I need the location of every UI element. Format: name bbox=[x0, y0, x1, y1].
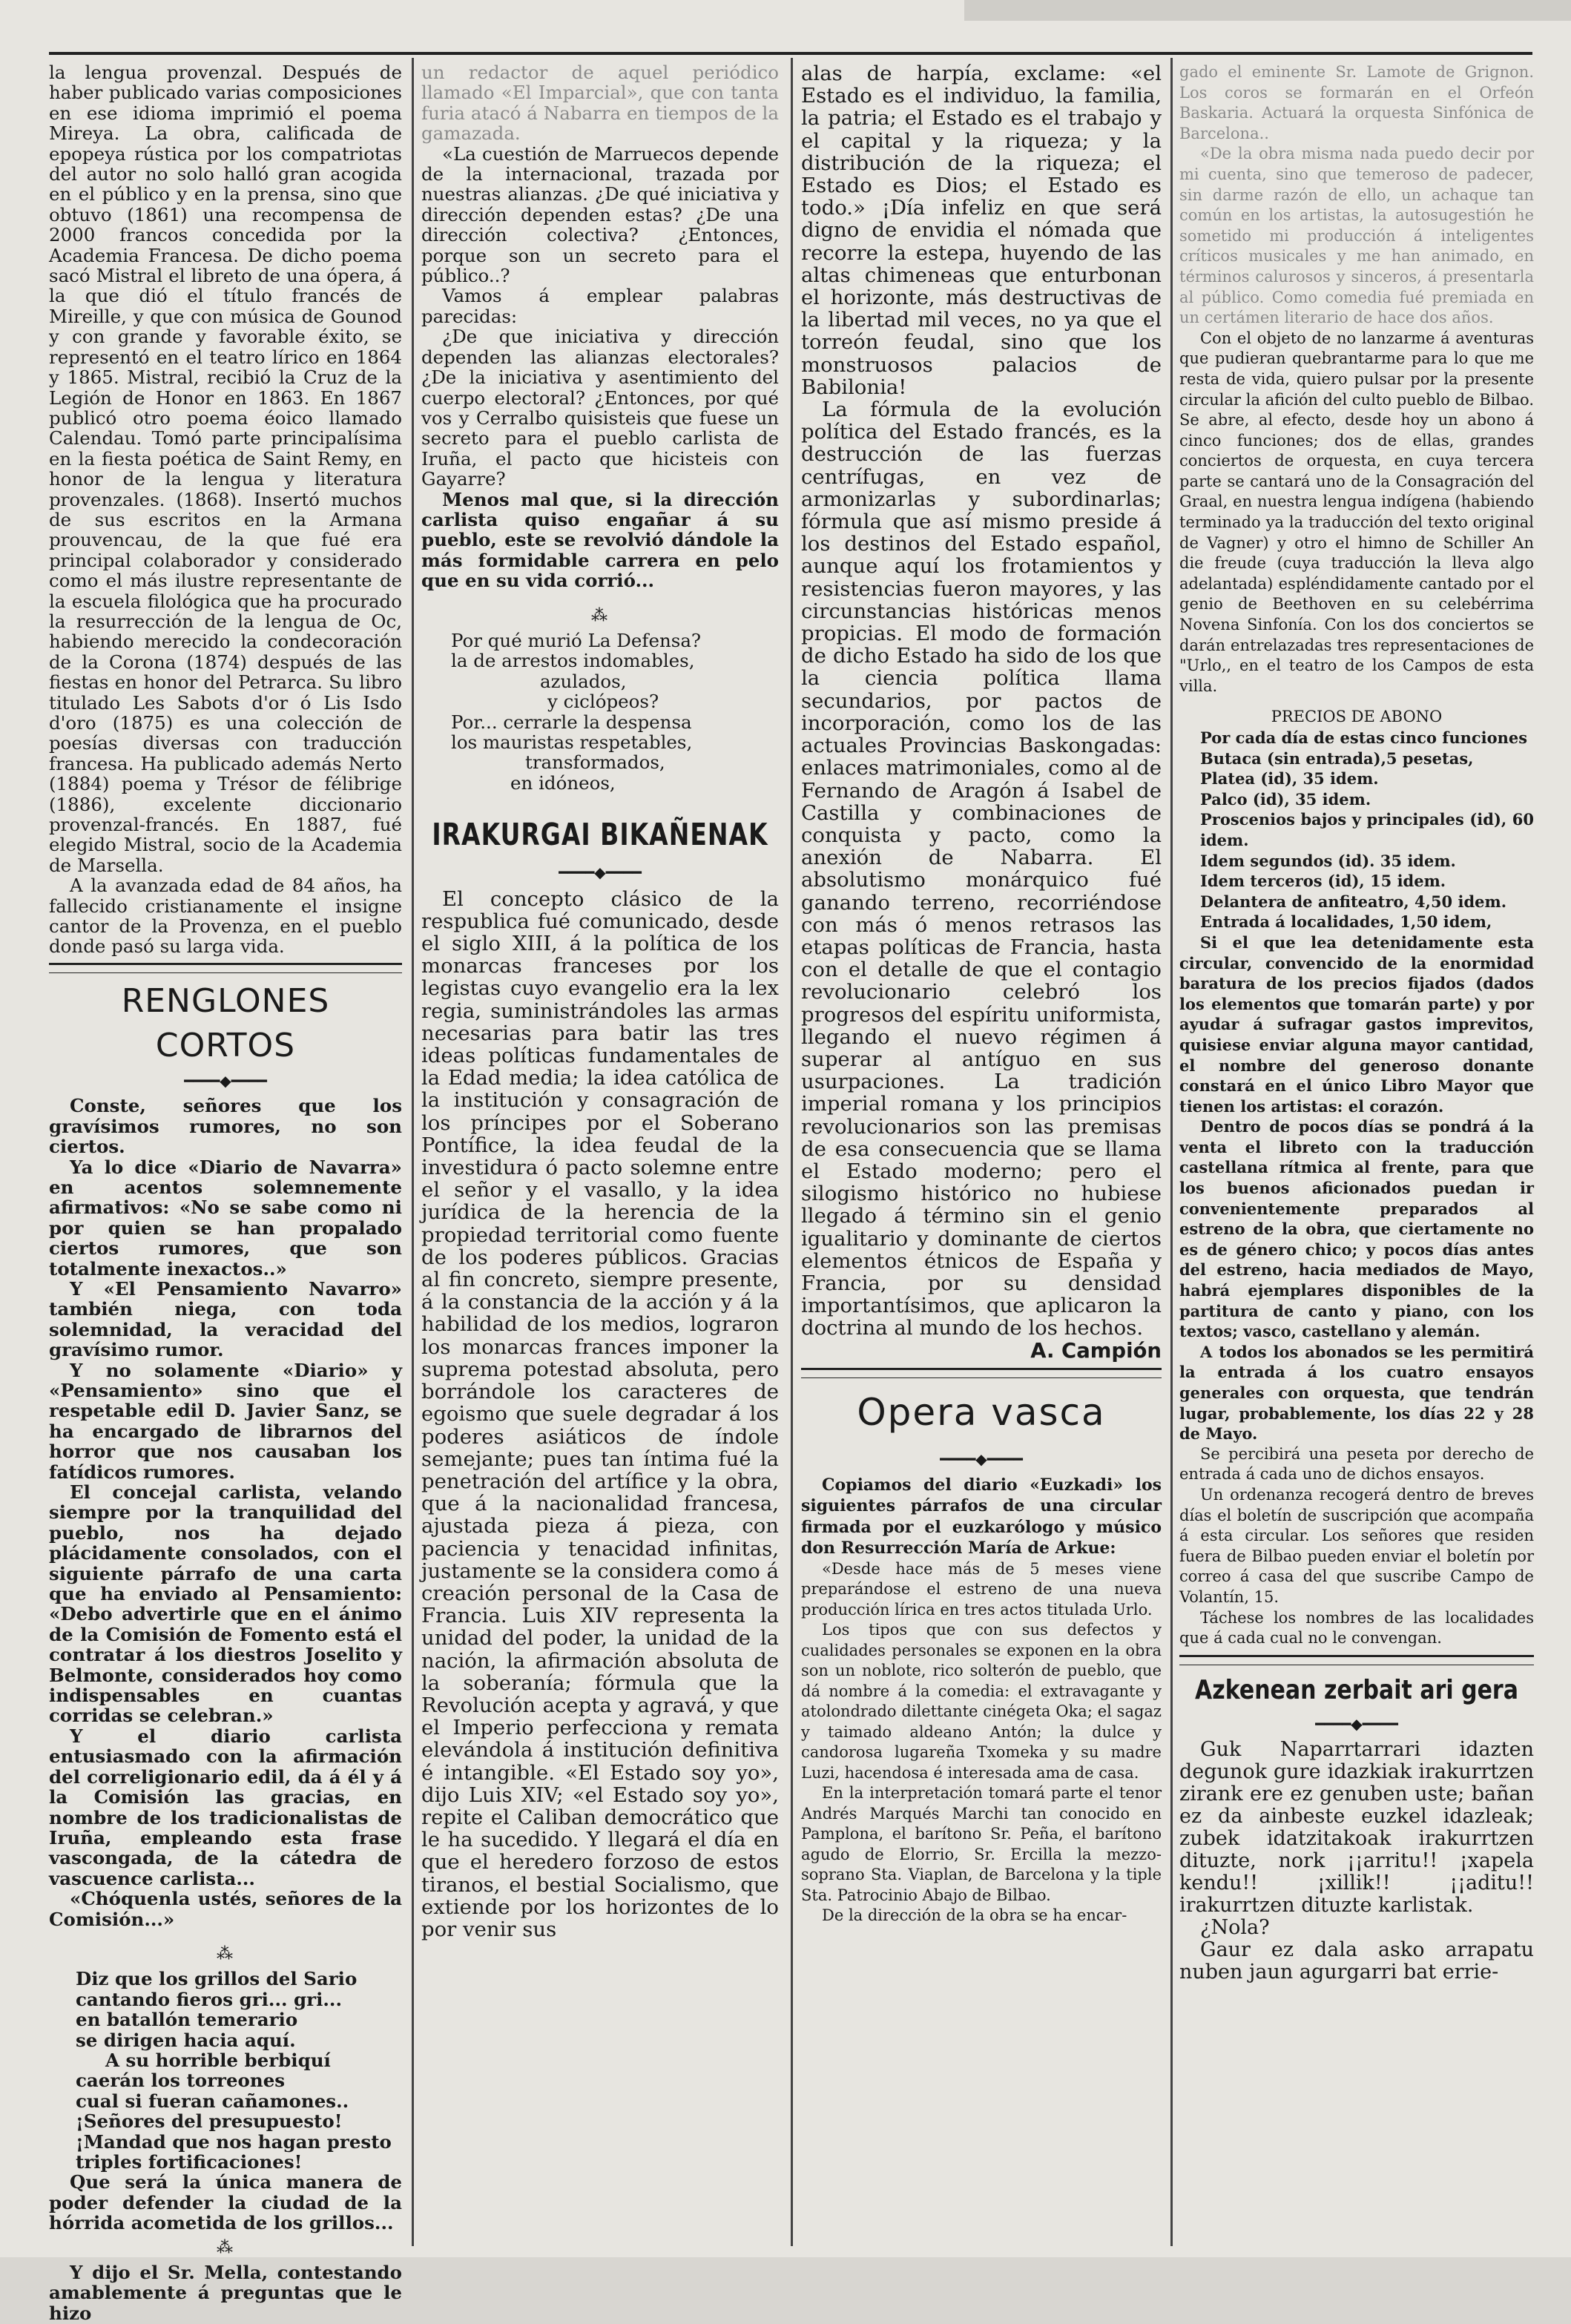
article-paragraph: Táchese los nombres de las localidades que á cada cual no le convengan. bbox=[1179, 1608, 1534, 1647]
verse-line: Diz que los grillos del Sario bbox=[76, 1968, 358, 1990]
article-paragraph: Y el diario carlista entusiasmado con la afirmación del correligionario edil, da á él y á la Comisión las gracias, en nombre de los tradicionalistas de Iruña, empleando esta frase vascongada, de la cátedra de vascuence carlista... bbox=[49, 1725, 402, 1889]
article-paragraph: un redactor de aquel periódico llamado «El Imparcial», que con tanta furia atacó á Nabarra en tiempos de la gamazada. bbox=[421, 62, 779, 145]
verse-line: se dirigen hacia aquí. bbox=[76, 2029, 296, 2051]
article-paragraph: El concejal carlista, velando siempre por la tranquilidad del pueblo, nos ha dejado plácidamente consolados, con el siguiente párrafo de una carta que ha enviado al Pensamiento: «Debo advertirle que en el ánimo de la Comisión de Fomento está el contratar á los diestros Joselito y Belmonte, considerados hoy como indispensables en cuantas corridas se celebran.» bbox=[49, 1481, 402, 1727]
article-paragraph: A la avanzada edad de 84 años, ha fallecido cristianamente el insigne cantor de la Provenza, en el pueblo donde pasó su larga vida. bbox=[49, 875, 402, 958]
ornament-divider bbox=[1179, 1655, 1534, 1665]
article-paragraph: ¿Nola? bbox=[1200, 1916, 1270, 1940]
verse-line: Por... cerrarle la despensa bbox=[451, 711, 692, 733]
title-flourish: ━━━━◆━━━━ bbox=[1315, 1714, 1398, 1733]
article-paragraph: «La cuestión de Marruecos depende de la internacional, trazada por nuestras alianzas. ¿De qué iniciativa y dirección dependen estas? ¿De una dirección colectiva? ¿Entonces, porque son un secreto para el público..? bbox=[421, 142, 779, 287]
article-paragraph: Menos mal que, si la dirección carlista quiso engañar á su pueblo, este se revolvió dándole la más formidable carrera en pelo que en su vida corrió... bbox=[421, 488, 779, 592]
verse-block bbox=[421, 631, 779, 793]
column-1 bbox=[49, 62, 402, 2324]
article-paragraph: «Desde hace más de 5 meses viene preparándose el estreno de una nueva producción lírica en tres actos titulada Urlo. bbox=[801, 1559, 1162, 1619]
article-paragraph: Guk Naparrtarrari idazten degunok gure idazkiak irakurrtzen zirank ere ez genuben uste; bañan ez da ainbeste euzkel idazleak; zubek idatzitakoak irakurrtzen dituzte, nork ¡¡arritu!! ¡xapela kendu!! ¡xillik!! ¡¡aditu!! irakurrtzen dituzte karlistak. bbox=[1179, 1738, 1534, 1918]
verse-block bbox=[49, 1969, 402, 2172]
verse-line: cual si fueran cañamones.. bbox=[76, 2090, 349, 2112]
article-paragraph: gado el eminente Sr. Lamote de Grignon. Los coros se formarán en el Orfeón Baskaria. Actuará la orquesta Sinfónica de Barcelona.. bbox=[1179, 63, 1534, 142]
verse-line: A su horrible berbiquí bbox=[105, 2049, 331, 2071]
ornament-divider bbox=[801, 1368, 1162, 1378]
article-paragraph: Y dijo el Sr. Mella, contestando amablemente á preguntas que le hizo bbox=[49, 2262, 402, 2324]
article-paragraph: Y no solamente «Diario» y «Pensamiento» sino que el respetable edil D. Javier Sanz, se ha encargado de librarnos del horror que nos causaban los fatídicos rumores. bbox=[49, 1359, 402, 1483]
article-paragraph: alas de harpía, exclame: «el Estado es el individuo, la familia, la patria; el Estado es el trabajo y el capital y la riqueza; y la distribución de la riqueza; el Estado es Dios; el Estado es todo.» ¡Día infeliz en que será digno de envidia el nómada que recorre la estepa, huyendo de las altas chimeneas que enturbonan el horizonte, más destructivas de la libertad mil veces, no ya que el torreón feudal, sino que los monstruosos palacios de Babilonia! bbox=[801, 62, 1162, 399]
prices-title: PRECIOS DE ABONO bbox=[1271, 708, 1443, 726]
price-line: Idem segundos (id). 35 idem. bbox=[1200, 851, 1456, 870]
article-paragraph: «De la obra misma nada puedo decir por mi cuenta, sino que temeroso de padecer, sin darme razón de ello, un achaque tan común en los artistas, la autosugestión he sometido mi producción á inteligentes críticos musicales y me han animado, en términos calurosos y sinceros, á presentarla al público. Como comedia fué premiada en un certámen literario de hace dos años. bbox=[1179, 145, 1534, 327]
asterism: ⁂ bbox=[217, 1944, 234, 1963]
price-line: Proscenios bajos y principales (id), 60 idem. bbox=[1200, 810, 1534, 849]
section-title-renglones: RENGLONES CORTOS bbox=[121, 981, 330, 1064]
ornament-divider bbox=[49, 963, 402, 973]
column-2 bbox=[421, 62, 779, 2251]
verse-line: en idóneos, bbox=[510, 771, 616, 794]
title-flourish: ━━━━◆━━━━ bbox=[940, 1449, 1023, 1468]
article-paragraph: Se percibirá una peseta por derecho de entrada á cada uno de dichos ensayos. bbox=[1179, 1444, 1534, 1484]
asterism: ⁂ bbox=[591, 606, 609, 625]
column-4 bbox=[1179, 62, 1534, 2251]
verse-line: ¡Señores del presupuesto! bbox=[76, 2110, 343, 2133]
article-paragraph: Vamos á emplear palabras parecidas: bbox=[421, 285, 779, 327]
verse-line: los mauristas respetables, bbox=[451, 731, 693, 753]
article-paragraph: la lengua provenzal. Después de haber publicado varias composiciones en ese idioma imprimió el poema Mireya. La obra, calificada de epopeya rústica por los compatriotas del autor no solo halló gran acogida en el público y en la prensa, sino que obtuvo (1861) una recompensa de 2000 francos concedida por la Academia Francesa. De dicho poema sacó Mistral el libreto de una ópera, á la que dió el título francés de Mireille, y que con música de Gounod y con grande y favorable éxito, se representó en el teatro lírico en 1864 y 1865. Mistral, recibió la Cruz de la Legión de Honor en 1863. En 1867 publicó otro poema éoico llamado Calendau. Tomó parte principalísima en la fiesta poética de Saint Remy, en honor de la lengua y literatura provenzales. (1868). Insertó muchos de sus escritos en la Armana prouvencau, de la que fué era principal colaborador y considerado como el más ilustre representante de la escuela filológica que ha procurado la resurrección de la lengua de Oc, habiendo merecido la condecoración de la Corona (1874) después de las fiestas en honor del Petrarca. Su libro titulado Les Sabots d'or ó Lis Isdo d'oro (1875) es una colección de poesías diversas con traducción francesa. Ha publicado además Nerto (1884) poema y Trésor de félibrige (1886), excelente diccionario provenzal-francés. En 1887, fué elegido Mistral, socio de la Academia de Marsella. bbox=[49, 62, 402, 876]
article-paragraph: Que será la única manera de poder defender la ciudad de la hórrida acometida de los grillos... bbox=[49, 2171, 402, 2234]
article-paragraph: La fórmula de la evolución política del Estado francés, es la destrucción de las fuerzas centrífugas, en vez de armonizarlas y subordinarlas; fórmula que así mismo preside á los destinos del Estado español, aunque aquí los frotamientos y resistencias fueron mayores, y las circunstancias históricas menos propicias. El modo de formación de dicho Estado ha sido de los que la ciencia política llama secundarios, por pactos de incorporación, como los de las actuales Provincias Baskongadas: enlaces matrimoniales, como al de Fernando de Aragón á Isabel de Castilla y combinaciones de conquista y pacto, como la anexión de Nabarra. El absolutismo monárquico fué ganando terreno, recorriéndose con más ó menos retrasos las etapas políticas de Francia, hasta con el detalle de que el contagio revolucionario celebró los progresos del espíritu uniformista, llegando el nuevo régimen á superar al antíguo en sus usurpaciones. La tradición imperial romana y los principios revolucionarios son las premisas de esa consecuencia que se llama el Estado moderno; pero el silogismo histórico no hubiese llegado á término sin el genio igualitario y dominante de ciertos elementos étnicos de España y Francia, por su densidad importantísimos, que aplicaron la doctrina al mundo de los hechos. bbox=[801, 398, 1162, 1340]
verse-line: la de arrestos indomables, bbox=[451, 650, 695, 672]
column-rule-2 bbox=[791, 58, 793, 2246]
article-paragraph: «Chóquenla ustés, señores de la Comisión...» bbox=[49, 1888, 402, 1930]
verse-line: y ciclópeos? bbox=[547, 691, 659, 713]
author-signature: A. Campión bbox=[1030, 1338, 1162, 1363]
column-rule-1 bbox=[412, 58, 414, 2246]
title-flourish: ━━━━◆━━━━ bbox=[559, 863, 642, 882]
article-paragraph: Los tipos que con sus defectos y cualidades personales se exponen en la obra son un noblote, rico solterón de pueblo, que dá nombre á la comedia: el extravagante y atolondrado dilettante cinégeta Oka; el sagaz y taimado aldeano Antón; la dulce y candorosa lugareña Txomeka y su madre Luzi, hacendosa é interesada ama de casa. bbox=[801, 1621, 1162, 1782]
article-paragraph: Dentro de pocos días se pondrá á la venta el libreto con la traducción castellana rítmica al frente, para que los buenos aficionados puedan ir convenientemente preparados al estreno de la obra, que ciertamente no es de género chico; y pocos días antes del estreno, hacia mediados de Mayo, habrá ejemplares disponibles de la partitura de canto y piano, con los textos; vasco, castellano y alemán. bbox=[1179, 1117, 1534, 1341]
article-paragraph: Un ordenanza recogerá dentro de breves días el boletín de suscripción que acompaña á esta circular. Los señores que residen fuera de Bilbao pueden enviar el boletín por correo á casa del que suscribe Campo de Volantín, 15. bbox=[1179, 1485, 1534, 1606]
price-line: Idem terceros (id), 15 idem. bbox=[1200, 872, 1446, 891]
article-paragraph: Conste, señores que los gravísimos rumores, no son ciertos. bbox=[49, 1095, 402, 1158]
article-paragraph: El concepto clásico de la respublica fué comunicado, desde el siglo XIII, á la política de los monarcas franceses por los legistas cuyo evangelio era la lex regia, suministrándoles las armas necesarias para batir las tres ideas políticas fundamentales de la Edad media; la idea católica de la institución y consagración de los príncipes por el Soberano Pontífice, la idea feudal de la investidura ó pacto solemne entre el señor y el vasallo, y la idea jurídica de la herencia de la propiedad territorial como fuente de los poderes públicos. Gracias al fin concreto, siempre presente, á la constancia de la acción y á la habilidad de los medios, lograron los monarcas frances imponer la suprema potestad absoluta, pero borrándole los caracteres de egoismo que suele degradar á los poderes asiáticos de índole semejante; pues tan íntima fué la penetración del artífice y la obra, que á la nacionalidad francesa, ajustada pieza á pieza, con paciencia y tenacidad infinitas, justamente se la considera como á creación personal de la Casa de Francia. Luis XIV representa la unidad del poder, la unidad de la nación, la afirmación absoluta de la soberanía; fórmula que la Revolución acepta y agravá, y que el Imperio perfecciona y remata elevándola á institución definitiva é intangible. «El Estado soy yo», dijo Luis XIV; «el Estado soy yo», repite el Caliban democrático que le ha sucedido. Y llegará el día en que el heredero forzoso de estos tiranos, el bestial Socialismo, que extiende por los horizontes de lo por venir sus bbox=[421, 886, 779, 1941]
price-line: Palco (id), 35 idem. bbox=[1200, 789, 1371, 809]
price-line: Platea (id), 35 idem. bbox=[1200, 769, 1379, 789]
article-paragraph: A todos los abonados se les permitirá la entrada á los cuatro ensayos generales con orquesta, que tendrán lugar, probablemente, los días 22 y 28 de Mayo. bbox=[1179, 1342, 1534, 1444]
verse-line: azulados, bbox=[540, 670, 627, 692]
verse-line: transformados, bbox=[525, 751, 665, 774]
column-rule-3 bbox=[1170, 58, 1173, 2246]
verse-line: cantando fieros gri... gri... bbox=[76, 1988, 342, 2010]
article-paragraph: En la interpretación tomará parte el tenor Andrés Marqués Marchi tan conocido en Pamplona, el barítono Sr. Peña, el barítono agudo de Elorrio, Sr. Ercilla la mezzo-soprano Sta. Viaplan, de Barcelona y la tiple Sta. Patrocinio Abajo de Bilbao. bbox=[801, 1784, 1162, 1904]
prices-list bbox=[1179, 728, 1534, 932]
price-line: Delantera de anfiteatro, 4,50 idem. bbox=[1200, 892, 1507, 911]
title-flourish: ━━━━◆━━━━ bbox=[184, 1071, 267, 1090]
article-paragraph: Gaur ez dala asko arrapatu nuben jaun agurgarri bat errie- bbox=[1179, 1938, 1534, 1984]
article-paragraph: De la dirección de la obra se ha encar- bbox=[822, 1906, 1127, 1925]
price-line: Por cada día de estas cinco funciones bbox=[1200, 728, 1528, 747]
verse-line: caerán los torreones bbox=[76, 2070, 286, 2092]
page-edge-shadow bbox=[964, 0, 1571, 21]
price-line: Butaca (sin entrada),5 pesetas, bbox=[1200, 748, 1474, 768]
section-title-opera: Opera vasca bbox=[857, 1390, 1106, 1434]
verse-line: triples fortificaciones! bbox=[76, 2151, 303, 2173]
article-paragraph: Y «El Pensamiento Navarro» también niega, con toda solemnidad, la veracidad del gravísimo rumor. bbox=[49, 1277, 402, 1361]
section-title-irakurgai: IRAKURGAI BIKAÑENAK bbox=[432, 816, 768, 852]
verse-line: en batallón temerario bbox=[76, 2009, 298, 2031]
article-paragraph: Con el objeto de no lanzarme á aventuras que pudieran quebrantarme para lo que me resta de vida, quiero pulsar por la presente circular la afición del culto pueblo de Bilbao. Se abre, al efecto, desde hoy un abono á cinco funciones; dos de ellas, grandes conciertos de orquesta, en cuya tercera parte se cantará uno de la Consagración del Graal, en nuestra lengua indígena (habiendo terminado ya la traducción del texto original de Vagner) y otro el himno de Schiller An die freude (cuya traducción la lleva algo adelantada) espléndidamente cantado por el genio de Beethoven en su celebérrima Novena Sinfonía. Con los dos conciertos se darán entrelazadas tres representaciones de "Urlo,, en el teatro de los Campos de esta villa. bbox=[1179, 329, 1534, 695]
article-paragraph: Ya lo dice «Diario de Navarra» en acentos solemnemente afirmativos: «No se sabe como ni por quien se han propalado ciertos rumores, que son totalmente inexactos..» bbox=[49, 1156, 402, 1280]
verse-line: ¡Mandad que nos hagan presto bbox=[76, 2130, 392, 2153]
verse-line: Por qué murió La Defensa? bbox=[451, 629, 702, 651]
article-lead: Copiamos del diario «Euzkadi» los siguientes párrafos de una circular firmada por el euzkarólogo y músico don Resurrección María de Arkue: bbox=[801, 1475, 1162, 1558]
asterism: ⁂ bbox=[217, 2238, 234, 2257]
price-line: Entrada á localidades, 1,50 idem, bbox=[1200, 912, 1492, 932]
article-paragraph: ¿De que iniciativa y dirección dependen las alianzas electorales? ¿De la iniciativa y asentimiento del cuerpo electoral? ¿Entonces, por qué vos y Cerralbo quisisteis que fuese un secreto para el pueblo carlista de Iruña, el pacto que hicisteis con Gayarre? bbox=[421, 326, 779, 490]
article-paragraph: Si el que lea detenidamente esta circular, convencido de la enormidad baratura de los precios fijados (dados los elementos que tomarán parte) y por ayudar á sufragar gastos imprevitos, quisiese enviar alguna mayor cantidad, el nombre del generoso donante constará en el único Libro Mayor que tienen los artistas: el corazón. bbox=[1179, 932, 1534, 1116]
section-title-azkenean: Azkenean zerbait ari gera bbox=[1195, 1674, 1518, 1706]
column-3 bbox=[801, 62, 1162, 2251]
top-rule bbox=[49, 52, 1532, 55]
